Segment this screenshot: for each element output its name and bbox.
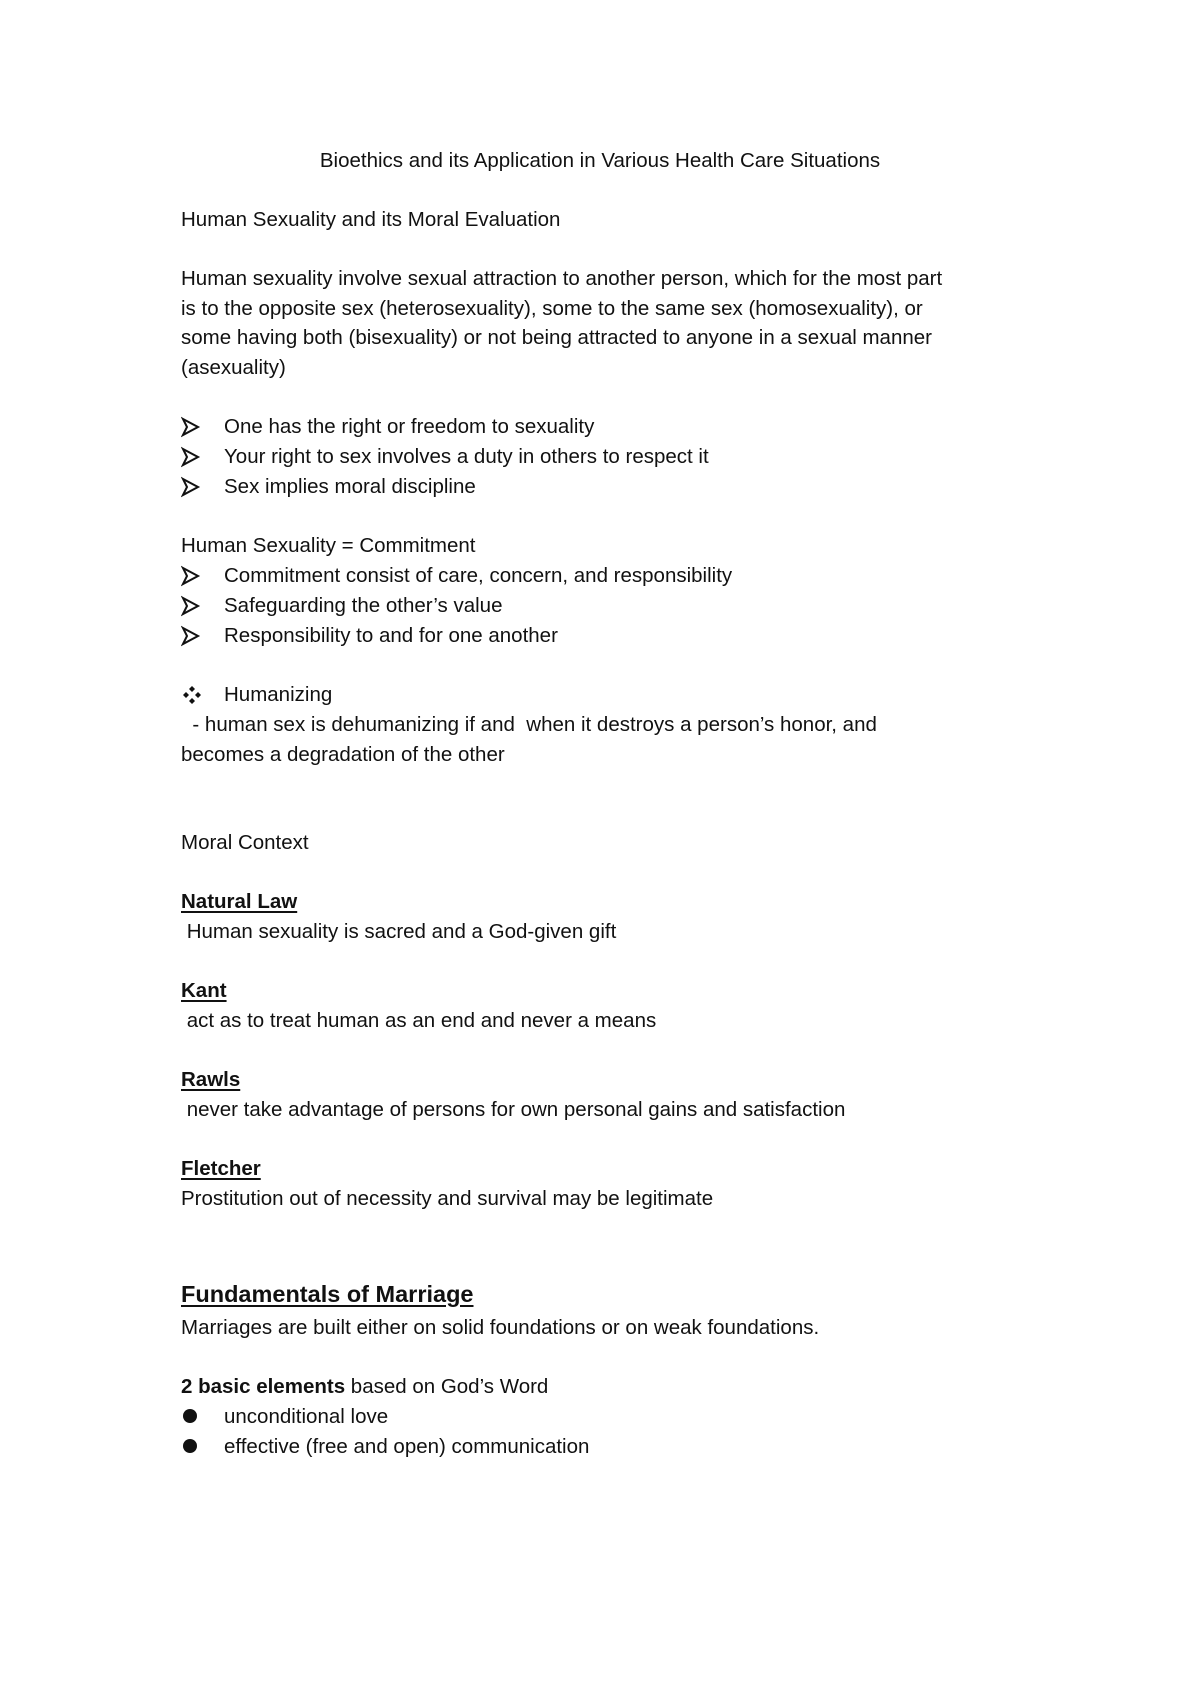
list-item-text: Safeguarding the other’s value [224, 594, 503, 617]
moral-view-name: Rawls [181, 1068, 241, 1091]
moral-view-text: never take advantage of persons for own personal gains and satisfaction [181, 1098, 846, 1121]
arrowhead-bullet-icon [181, 591, 211, 621]
arrowhead-bullet-icon [181, 472, 211, 502]
elements-heading-rest: based on God’s Word [345, 1375, 549, 1398]
list-item-text: Responsibility to and for one another [224, 624, 558, 647]
arrowhead-bullet-icon [181, 412, 211, 442]
moral-view-text: act as to treat human as an end and never a means [181, 1009, 657, 1032]
elements-heading [181, 1372, 548, 1402]
list-item-text: Your right to sex involves a duty in others to respect it [224, 445, 709, 468]
filled-circle-bullet-icon [181, 1402, 211, 1432]
document-title: Bioethics and its Application in Various Health Care Situations [319, 149, 881, 172]
moral-view-text: Human sexuality is sacred and a God-given gift [181, 920, 617, 943]
moral-view-text: Prostitution out of necessity and survival may be legitimate [181, 1187, 714, 1210]
marriage-text: Marriages are built either on solid foundations or on weak foundations. [181, 1316, 820, 1339]
intro-line: some having both (bisexuality) or not being attracted to anyone in a sexual manner [181, 326, 932, 349]
commitment-heading: Human Sexuality = Commitment [181, 534, 476, 557]
list-item-text: unconditional love [224, 1405, 389, 1428]
intro-line: Human sexuality involve sexual attraction to another person, which for the most part [181, 267, 943, 290]
section-heading-human-sexuality: Human Sexuality and its Moral Evaluation [181, 208, 561, 231]
moral-view-name: Natural Law [181, 890, 298, 913]
list-item-text: Sex implies moral discipline [224, 475, 476, 498]
moral-view-name: Fletcher [181, 1157, 261, 1180]
moral-context-heading: Moral Context [181, 831, 309, 854]
humanizing-label: Humanizing [224, 683, 333, 706]
arrowhead-bullet-icon [181, 442, 211, 472]
marriage-heading: Fundamentals of Marriage [181, 1281, 474, 1307]
humanizing-description-line: becomes a degradation of the other [181, 743, 505, 766]
elements-heading-bold: 2 basic elements [181, 1375, 346, 1398]
arrowhead-bullet-icon [181, 561, 211, 591]
arrowhead-bullet-icon [181, 621, 211, 651]
list-item-text: Commitment consist of care, concern, and responsibility [224, 564, 733, 587]
list-item-text: effective (free and open) communication [224, 1435, 590, 1458]
moral-view-name: Kant [181, 979, 227, 1002]
intro-line: (asexuality) [181, 356, 286, 379]
list-item-text: One has the right or freedom to sexuality [224, 415, 595, 438]
humanizing-description-line: - human sex is dehumanizing if and when it destroys a person’s honor, and [181, 713, 877, 736]
filled-circle-bullet-icon [181, 1432, 211, 1462]
intro-line: is to the opposite sex (heterosexuality), some to the same sex (homosexuality), or [181, 297, 923, 320]
four-diamond-bullet-icon [181, 680, 211, 710]
